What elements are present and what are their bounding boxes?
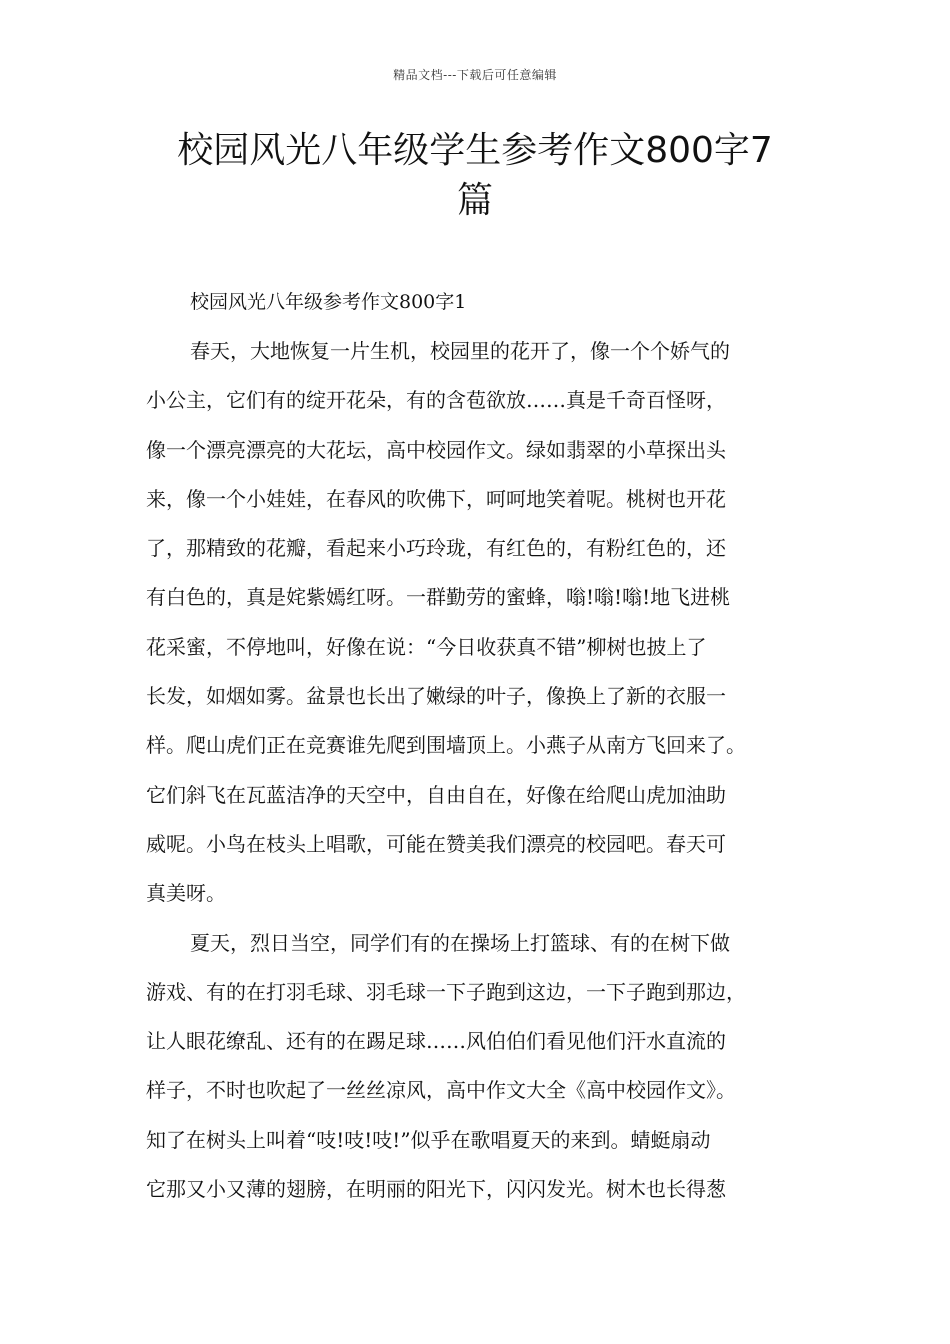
- text-line: 有白色的，真是姹紫嫣红呀。一群勤劳的蜜蜂，嗡!嗡!嗡!地飞进桃: [146, 585, 731, 610]
- text-line: 夏天，烈日当空，同学们有的在操场上打篮球、有的在树下做: [190, 930, 730, 955]
- text-line: 来，像一个小娃娃，在春风的吹佛下，呵呵地笑着呢。桃树也开花: [146, 486, 726, 511]
- text-line: 小公主，它们有的绽开花朵，有的含苞欲放……真是千奇百怪呀，: [146, 388, 726, 413]
- text-line: 了，那精致的花瓣，看起来小巧玲珑，有红色的，有粉红色的，还: [146, 536, 726, 561]
- paragraph-summer: [146, 919, 836, 1215]
- text-line: 花采蜜，不停地叫，好像在说：“今日收获真不错”柳树也披上了: [146, 634, 707, 659]
- text-line: 春天，大地恢复一片生机，校园里的花开了，像一个个娇气的: [190, 339, 730, 363]
- document-body: [146, 278, 836, 1214]
- text-line: 让人眼花缭乱、还有的在踢足球……风伯伯们看见他们汗水直流的: [146, 1029, 726, 1054]
- text-line: 真美呀。: [146, 881, 226, 906]
- text-line: 它那又小又薄的翅膀，在明丽的阳光下，闪闪发光。树木也长得葱: [146, 1177, 726, 1202]
- title-line-2: 篇: [456, 180, 493, 221]
- paragraph-spring: [146, 327, 836, 919]
- title-line-1: 校园风光八年级学生参考作文800字7: [177, 130, 773, 171]
- text-line: 它们斜飞在瓦蓝洁净的天空中，自由自在，好像在给爬山虎加油助: [146, 782, 726, 807]
- text-line: 像一个漂亮漂亮的大花坛，高中校园作文。绿如翡翠的小草探出头: [146, 437, 726, 462]
- text-line: 游戏、有的在打羽毛球、羽毛球一下子跑到这边，一下子跑到那边，: [146, 979, 746, 1004]
- text-line: 样子，不时也吹起了一丝丝凉风，高中作文大全《高中校园作文》。: [146, 1078, 736, 1103]
- header-note: 精品文档---下载后可任意编辑: [393, 68, 557, 82]
- document-title: [120, 126, 830, 226]
- text-line: 知了在树头上叫着“吱!吱!吱!”似乎在歌唱夏天的来到。蜻蜓扇动: [146, 1127, 711, 1152]
- text-line: 威呢。小鸟在枝头上唱歌，可能在赞美我们漂亮的校园吧。春天可: [146, 831, 726, 856]
- text-line: 样。爬山虎们正在竞赛谁先爬到围墙顶上。小燕子从南方飞回来了。: [146, 733, 746, 758]
- text-line: 长发，如烟如雾。盆景也长出了嫩绿的叶子，像换上了新的衣服一: [146, 684, 726, 709]
- section-subtitle: 校园风光八年级参考作文800字1: [190, 291, 467, 313]
